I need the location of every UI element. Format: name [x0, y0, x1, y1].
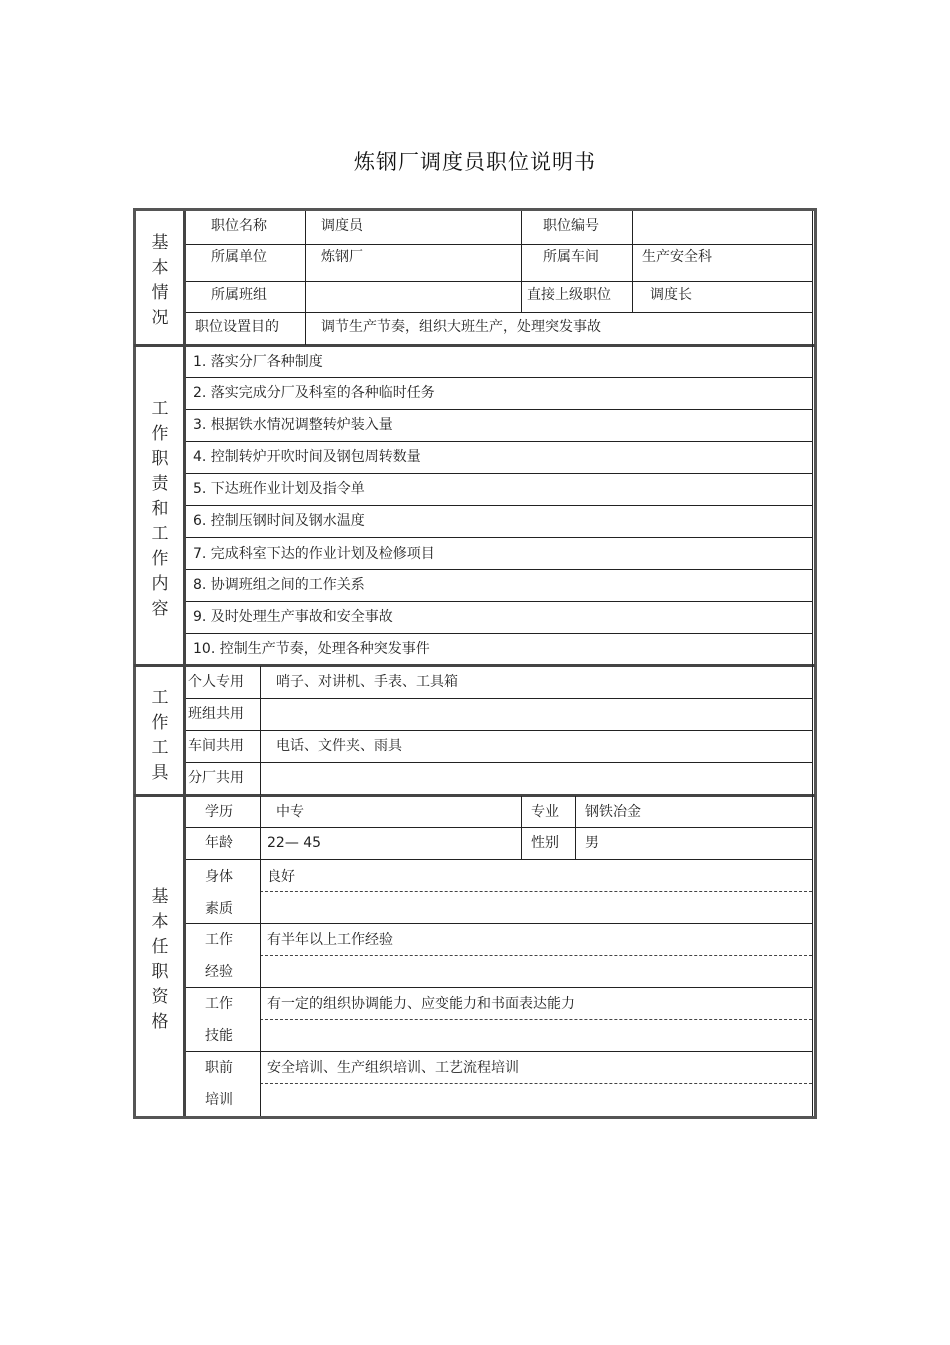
- superior-label: 直接上级职位: [527, 287, 611, 303]
- basic-info-category-label: 基 本 情 况: [151, 233, 169, 328]
- tools-row-value: 哨子、对讲机、手表、工具箱: [276, 674, 458, 690]
- major-value: 钢铁冶金: [585, 804, 641, 820]
- workshop-label: 所属车间: [543, 249, 599, 265]
- superior-value: 调度长: [650, 287, 692, 303]
- unit-value: 炼钢厂: [321, 249, 363, 265]
- team-label: 所属班组: [211, 287, 267, 303]
- duty-item: 8. 协调班组之间的工作关系: [193, 577, 365, 593]
- health-label: 素质: [205, 901, 233, 917]
- document-title: 炼钢厂调度员职位说明书: [354, 150, 596, 174]
- tools-category-label: 工 作 工 具: [151, 688, 169, 783]
- position-name-value: 调度员: [321, 218, 363, 234]
- duty-item: 5. 下达班作业计划及指令单: [193, 481, 365, 497]
- training-label: 职前: [205, 1060, 233, 1076]
- experience-label: 工作: [205, 932, 233, 948]
- duty-item: 10. 控制生产节奏，处理各种突发事件: [193, 641, 430, 657]
- training-value: 安全培训、生产组织培训、工艺流程培训: [267, 1060, 519, 1076]
- position-no-label: 职位编号: [543, 218, 599, 234]
- tools-row-label: 分厂共用: [188, 770, 244, 786]
- education-label: 学历: [205, 804, 233, 820]
- duty-item: 4. 控制转炉开吹时间及钢包周转数量: [193, 449, 421, 465]
- workshop-value: 生产安全科: [642, 249, 712, 265]
- position-name-label: 职位名称: [211, 218, 267, 234]
- gender-value: 男: [585, 835, 599, 851]
- tools-row-label: 个人专用: [188, 674, 244, 690]
- duty-item: 1. 落实分厂各种制度: [193, 354, 323, 370]
- health-label: 身体: [205, 869, 233, 885]
- education-value: 中专: [276, 804, 304, 820]
- tools-row-value: 电话、文件夹、雨具: [276, 738, 402, 754]
- duty-item: 7. 完成科室下达的作业计划及检修项目: [193, 546, 435, 562]
- duty-item: 6. 控制压钢时间及钢水温度: [193, 513, 365, 529]
- qualifications-category-label: 基 本 任 职 资 格: [151, 887, 169, 1032]
- purpose-label: 职位设置目的: [195, 319, 279, 335]
- major-label: 专业: [531, 804, 559, 820]
- health-value: 良好: [267, 869, 295, 885]
- tools-row-label: 班组共用: [188, 706, 244, 722]
- duty-item: 2. 落实完成分厂及科室的各种临时任务: [193, 385, 435, 401]
- skills-label: 技能: [205, 1028, 233, 1044]
- training-label: 培训: [205, 1092, 233, 1108]
- tools-row-label: 车间共用: [188, 738, 244, 754]
- skills-label: 工作: [205, 996, 233, 1012]
- gender-label: 性别: [531, 835, 559, 851]
- duty-item: 3. 根据铁水情况调整转炉装入量: [193, 417, 393, 433]
- purpose-value: 调节生产节奏，组织大班生产，处理突发事故: [321, 319, 601, 335]
- duty-item: 9. 及时处理生产事故和安全事故: [193, 609, 393, 625]
- skills-value: 有一定的组织协调能力、应变能力和书面表达能力: [267, 996, 575, 1012]
- age-value: 22— 45: [267, 835, 322, 851]
- unit-label: 所属单位: [211, 249, 267, 265]
- age-label: 年龄: [205, 835, 233, 851]
- experience-label: 经验: [205, 964, 233, 980]
- experience-value: 有半年以上工作经验: [267, 932, 393, 948]
- duties-category-label: 工 作 职 责 和 工 作 内 容: [151, 399, 169, 619]
